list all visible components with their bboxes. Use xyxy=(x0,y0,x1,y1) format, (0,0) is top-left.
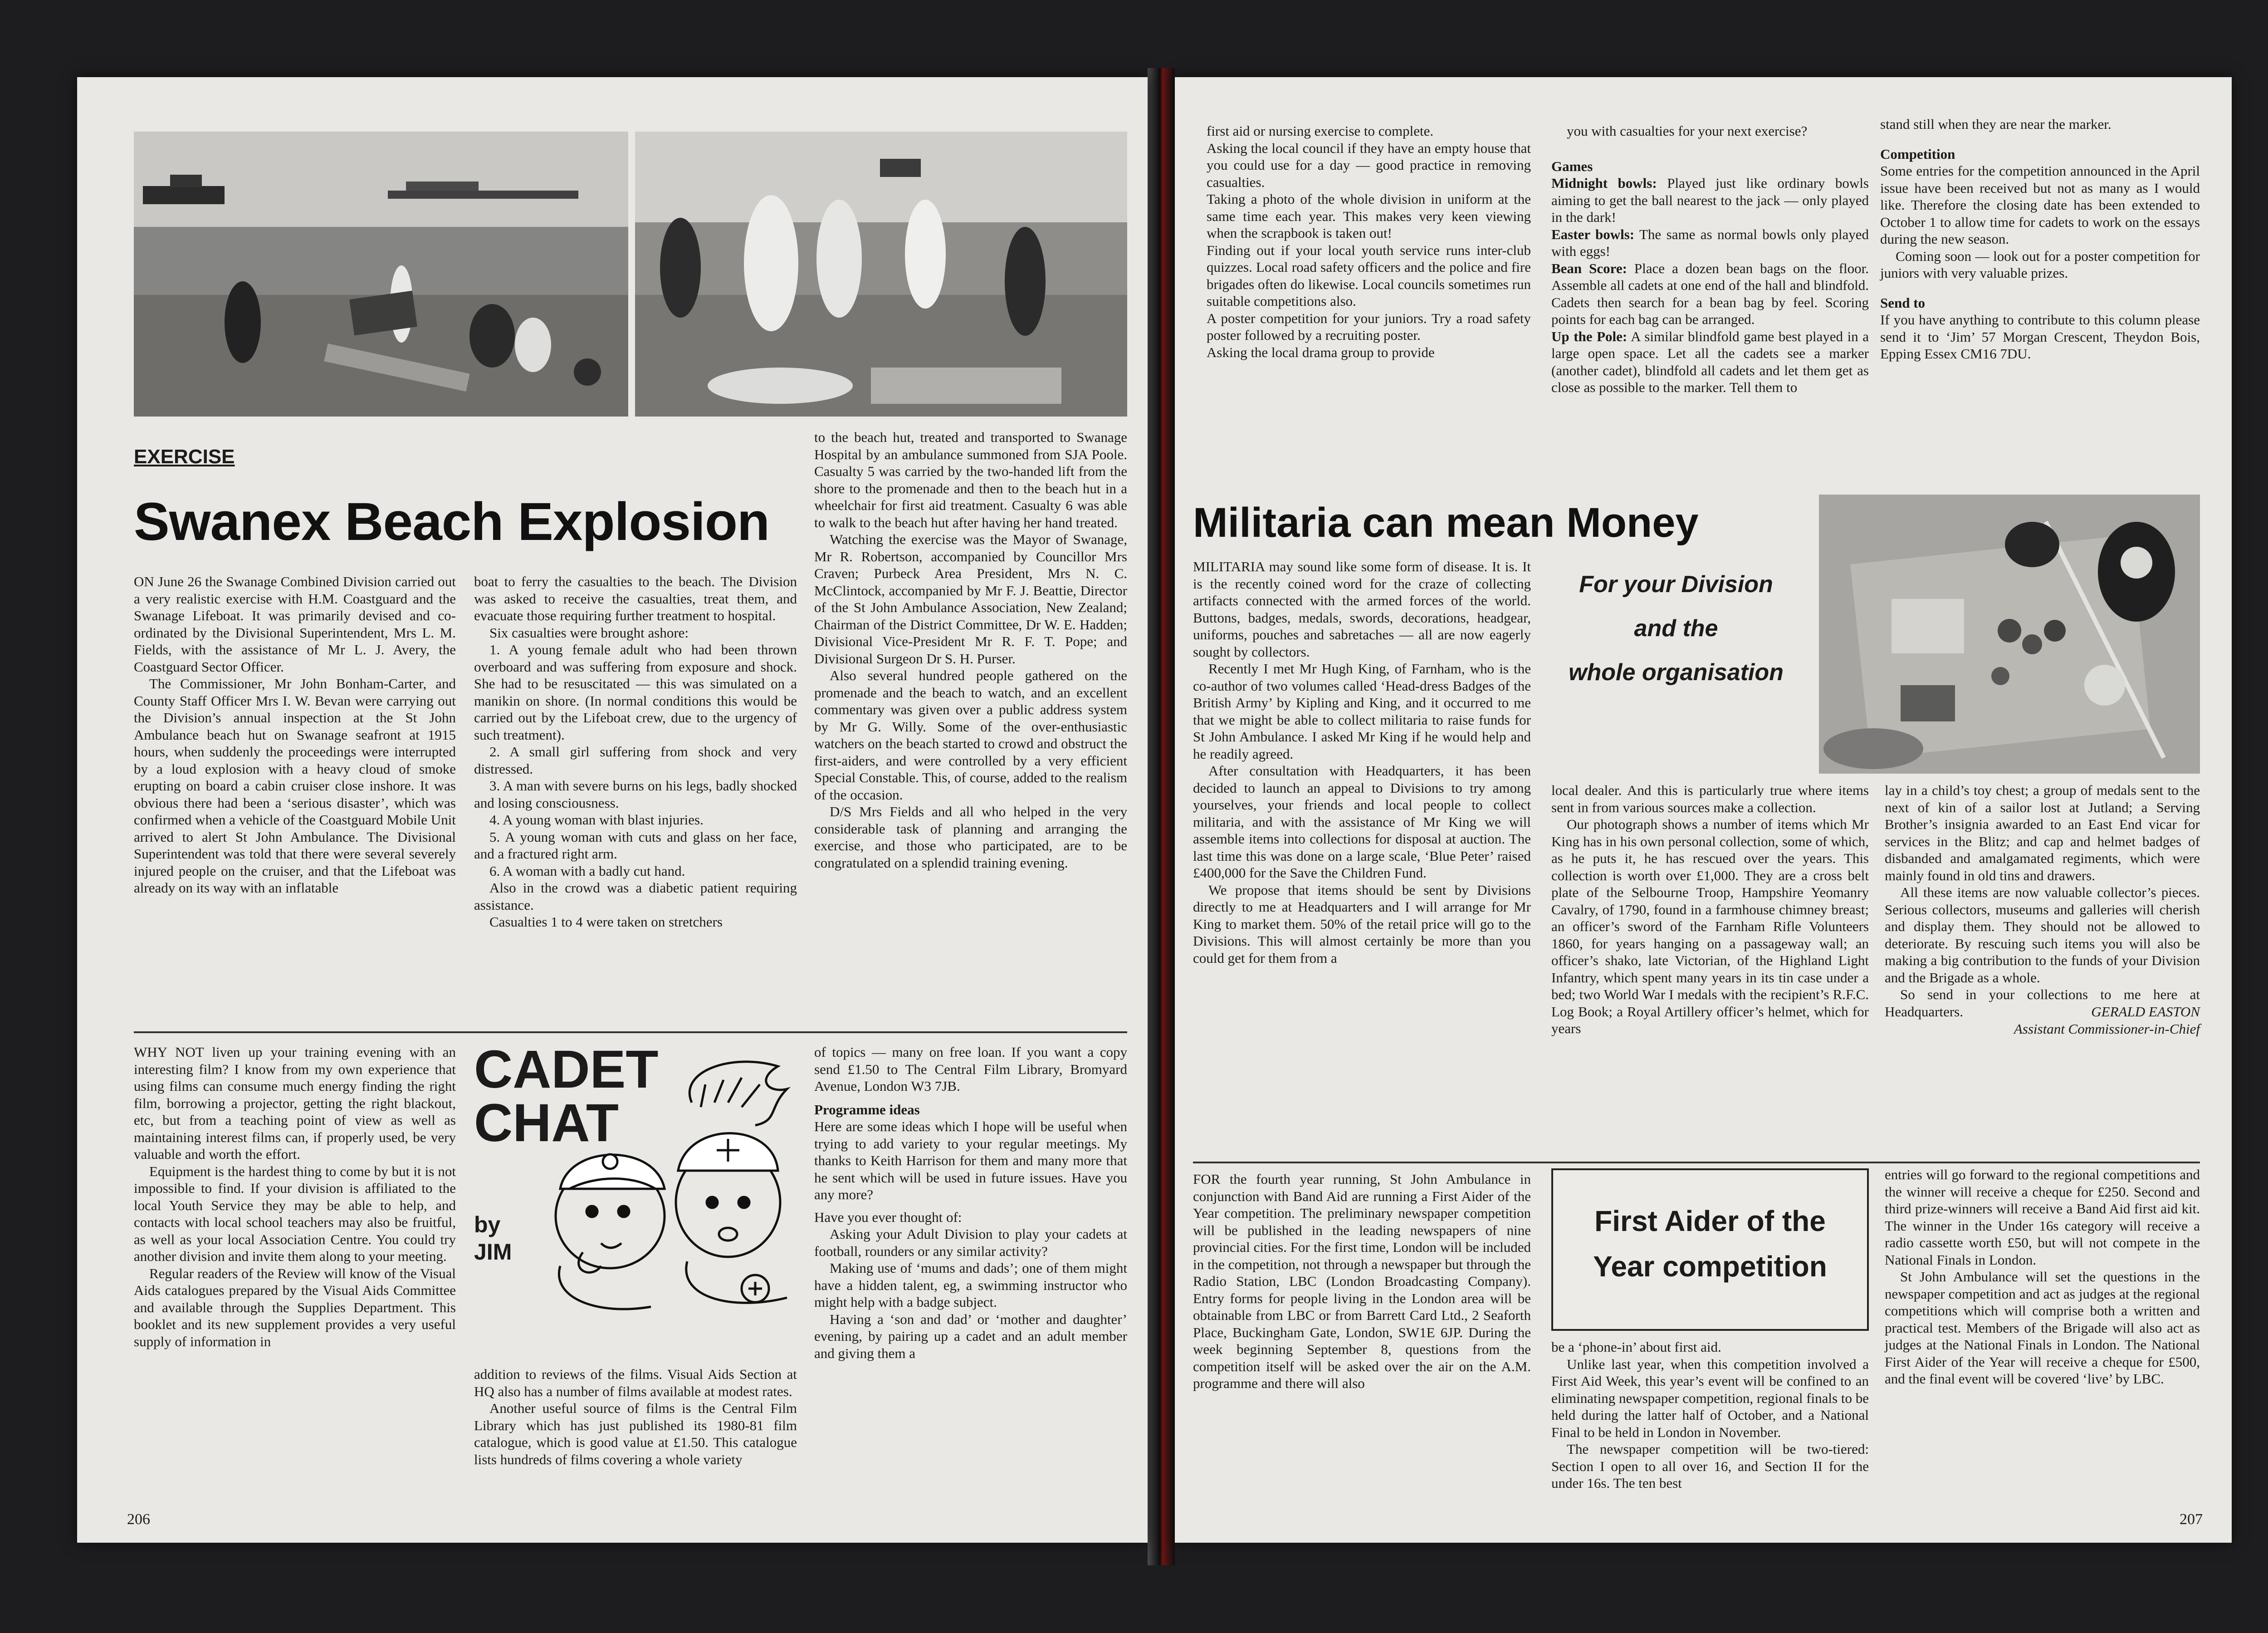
list-item: first aid or nursing exercise to complete. xyxy=(1207,123,1434,139)
exercise-column-3 xyxy=(814,429,1127,871)
byline-author: JIM xyxy=(474,1239,512,1265)
cadet-column-1 xyxy=(134,1044,456,1350)
subheading: Games xyxy=(1551,158,1593,174)
paragraph: Recently I met Mr Hugh King, of Farnham, who is the co-author of two volumes called ‘Head-dress Badges of the British Army’ by Kipling and King, and it occurred to me that we might be able to collect militaria to raise funds for St John Ambulance. I asked Mr King if he would help and he readily agreed. xyxy=(1193,661,1531,762)
paragraph: 4. A young woman with blast injuries. xyxy=(489,812,704,828)
list-item: Asking the local drama group to provide xyxy=(1207,344,1435,360)
paragraph: lay in a child’s toy chest; a group of medals sent to the next of kin of a sailor lost at Jutland; a Serving Brother’s insignia awarded to an East End vicar for services in the Blitz; and cap and helmet badges of disbanded and amalgamated regiments, which were mainly found in old tins and drawers. xyxy=(1885,782,2200,883)
list-item: Taking a photo of the whole division in uniform at the same time each year. This makes very keen viewing when the scrapbook is taken out! xyxy=(1207,191,1531,241)
exercise-column-1 xyxy=(134,573,456,897)
game-text: The same as normal bowls only played with eggs! xyxy=(1551,226,1869,259)
paragraph: Another useful source of films is the Central Film Library which has just published its 1980-81 film catalogue, which is good value at £1.50. This catalogue lists hundreds of films covering a whole variety xyxy=(474,1400,797,1467)
paragraph: addition to reviews of the films. Visual Aids Section at HQ also has a number of films available at modest rates. xyxy=(474,1366,797,1399)
game-name: Bean Score: xyxy=(1551,260,1627,276)
paragraph: If you have anything to contribute to this column please send it to ‘Jim’ 57 Morgan Crescent, Theydon Bois, Epping Essex CM16 7DU. xyxy=(1880,312,2200,362)
game-name: Easter bowls: xyxy=(1551,226,1635,242)
paragraph: Regular readers of the Review will know of the Visual Aids catalogues prepared by the Visual Aids Committee and available through the Supplies Department. This booklet and its new supplement provides a very useful supply of information in xyxy=(134,1265,456,1349)
headline: Swanex Beach Explosion xyxy=(134,492,770,552)
subhead-line3: whole organisation xyxy=(1569,659,1784,686)
paragraph: Unlike last year, when this competition involved a First Aid Week, this year’s event will be confined to an eliminating newspaper competition, regional finals to be held during the latter half of October, and a National Final to be held in London in November. xyxy=(1551,1356,1869,1440)
paragraph: WHY NOT liven up your training evening with an interesting film? I know from my own experience that using films can consume much energy finding the right film, borrowing a projector, getting the right blackout, etc, but from a teaching point of view as well as maintaining interest films can, if properly used, be very valuable and worth the effort. xyxy=(134,1044,456,1162)
signature-name: GERALD EASTON xyxy=(2091,1004,2200,1020)
game-item xyxy=(1551,226,1869,260)
paragraph: All these items are now valuable collector’s pieces. Serious collectors, museums and galleries will cherish and display them. They should not be allowed to deteriorate. By rescuing such items you will also be making a big contribution to the funds of your Division and the Brigade as a whole. xyxy=(1885,884,2200,986)
byline-by: by xyxy=(474,1212,501,1237)
paragraph: Our photograph shows a number of items which Mr King has in his own personal collection, some of which, as he puts it, he has rescued over the years. This collection is worth over £1,000. They are a cross belt plate of the Selbourne Troop, Hampshire Yeomanry Cavalry, of 1790, found in a farmhouse chimney breast; an officer’s sword of the Farnham Rifle Volunteers 1860, for years hanging on a passageway wall; an officer’s shako, late Victorian, of the Highland Light Infantry, which spent many years in its tin case under a bed; two World War I medals with the recipient’s R.F.C. Log Book; a Royal Artillery officer’s helmet, which for years xyxy=(1551,816,1869,1036)
militaria-headline: Militaria can mean Money xyxy=(1193,500,1699,546)
beach-photo-left xyxy=(134,132,628,417)
cadet-chat-masthead xyxy=(474,1040,797,1375)
paragraph: Some entries for the competition announced in the April issue have been received but not as many as I would like. Therefore the closing date has been extended to October 1 to allow time for cadets to work on the essays during the new season. xyxy=(1880,163,2200,247)
paragraph: Casualties 1 to 4 were taken on stretchers xyxy=(489,914,723,930)
first-aider-title-box xyxy=(1551,1168,1869,1331)
paragraph: 1. A young female adult who had been thrown overboard and was suffering from exposure and shock. She had to be resuscitated — this was simulated on a manikin on shore. (In normal conditions this would be carried out by the Lifeboat crew, due to the urgency of such treatment). xyxy=(474,642,797,743)
game-text: Played just like ordinary bowls aiming to get the ball nearest to the jack — only played in the dark! xyxy=(1551,175,1869,225)
paragraph: to the beach hut, treated and transported to Swanage Hospital by an ambulance summoned from SJA Poole. Casualty 5 was carried by the two-handed lift from the shore to the promenade and then to the beach hut in a wheelchair for first aid treatment. Casualty 6 was able to walk to the beach hut after having her hand treated. xyxy=(814,429,1127,530)
subheading: Competition xyxy=(1880,146,1955,162)
cadet-cont-column-2 xyxy=(1551,123,1869,396)
paragraph: After consultation with Headquarters, it has been decided to launch an appeal to Divisions to try among yourselves, your friends and local people to collect militaria, and with the assistance of Mr King we will assemble items into collections for disposal at auction. The last time this was done on a large scale, ‘Blue Peter’ raised £400,000 for the Save the Children Fund. xyxy=(1193,763,1531,881)
paragraph: Have you ever thought of: xyxy=(814,1209,962,1225)
list-item: Having a ‘son and dad’ or ‘mother and daughter’ evening, by pairing up a cadet and an adult member and giving them a xyxy=(814,1311,1127,1361)
paragraph: you with casualties for your next exercise? xyxy=(1567,123,1808,139)
cadet-column-2 xyxy=(474,1366,797,1468)
paragraph: entries will go forward to the regional competitions and the winner will receive a cheque for £250. Second and third prize-winners will receive a Band Aid first aid kit. The winner in the Under 16s category will receive a radio cassette worth £50, but will not compete in the National Finals in London. xyxy=(1885,1167,2200,1268)
right-page xyxy=(1175,77,2232,1543)
spine-gutter xyxy=(1148,68,1175,1565)
paragraph: Also several hundred people gathered on the promenade and the beach to watch, and an excellent commentary was given over a public address system by Mr G. Willy. Some of the over-enthusiastic watchers on the beach started to crowd and obstruct the first-aiders, and were controlled by a very efficient Special Constable. This, of course, added to the realism of the occasion. xyxy=(814,667,1127,803)
subheading: Programme ideas xyxy=(814,1101,920,1118)
paragraph: Six casualties were brought ashore: xyxy=(489,624,689,641)
exercise-column-2 xyxy=(474,573,797,931)
paragraph: The newspaper competition will be two-tiered: Section I open to all over 16, and Section II for the under 16s. The ten best xyxy=(1551,1441,1869,1491)
militaria-photo xyxy=(1819,495,2200,774)
list-item: A poster competition for your juniors. Try a road safety poster followed by a recruiting poster. xyxy=(1207,310,1531,343)
game-text: A similar blindfold game best played in a large open space. Let all the cadets see a marker (another cadet), blindfold all cadets and let them get as close as possible to the marker. Tell them to xyxy=(1551,328,1869,395)
list-item: Asking your Adult Division to play your cadets at football, rounders or any similar activity? xyxy=(814,1226,1127,1259)
paragraph: 5. A young woman with cuts and glass on her face, and a fractured right arm. xyxy=(474,829,797,862)
paragraph: FOR the fourth year running, St John Ambulance in conjunction with Band Aid are running a First Aider of the Year competition. The preliminary newspaper competition will be published in the leading newspapers of nine provincial cities. For the first time, London will be included in the competition, not through a newspaper but through the Radio Station, LBC (London Broadcasting Company). Entry forms for people living in the London area will be obtainable from LBC or from Barrett Card Ltd., 2 Seaforth Place, Buckingham Gate, London, SW1E 6JP. During the week beginning September 8, questions from the competition itself will be asked over the air on the A.M. programme and there will also xyxy=(1193,1171,1531,1391)
game-text: Place a dozen bean bags on the floor. Assemble all cadets at one end of the hall and blindfold. Cadets then search for a bean bag by feel. Scoring points for each bag can be arranged. xyxy=(1551,260,1869,327)
paragraph: The Commissioner, Mr John Bonham-Carter, and County Staff Officer Mrs I. W. Bevan were carrying out the Division’s annual inspection at the St John Ambulance beach hut on Swanage seafront at 1915 hours, when suddenly the proceedings were interrupted by a loud explosion with a heavy cloud of smoke erupting on board a cabin cruiser close inshore. It was obvious there had been a ‘serious disaster’, which was confirmed when a vehicle of the Coastguard Mobile Unit arrived to alert St John Ambulance. The Divisional Superintendent was told that there were several severely injured people on the cruiser, and that the Lifeboat was already on its way with an inflatable xyxy=(134,676,456,896)
subhead-line2: and the xyxy=(1634,615,1718,642)
section-label: EXERCISE xyxy=(134,446,235,468)
first-aider-column-1 xyxy=(1193,1171,1531,1392)
cadet-title-line1: CADET xyxy=(474,1040,659,1099)
game-item xyxy=(1551,175,1869,226)
paragraph: 6. A woman with a badly cut hand. xyxy=(489,863,685,879)
militaria-column-1 xyxy=(1193,558,1531,966)
page-number: 206 xyxy=(127,1511,150,1528)
paragraph: ON June 26 the Swanage Combined Division carried out a very realistic exercise with H.M. Coastguard and the Swanage Lifeboat. It was primarily devised and co-ordinated by the Divisional Superintendent, Mrs L. M. Fields, with the assistance of Mr L. J. Avery, the Coastguard Sector Officer. xyxy=(134,574,456,675)
section-divider xyxy=(134,1031,1127,1033)
cadet-column-3 xyxy=(814,1044,1127,1362)
militaria-column-3 xyxy=(1885,782,2200,1037)
cadet-cont-column-3 xyxy=(1880,116,2200,363)
paragraph: be a ‘phone-in’ about first aid. xyxy=(1551,1339,1721,1355)
cadet-cartoon-icon xyxy=(542,1053,796,1316)
paragraph: local dealer. And this is particularly true where items sent in from various sources make a collection. xyxy=(1551,782,1869,815)
paragraph: Equipment is the hardest thing to come by but it is not impossible to find. If your division is affiliated to the local Youth Service they may be able to help, and contacts with local school teachers may also be fruitful, as well as your local Association Centre. You could try another division and invite them along to your meeting. xyxy=(134,1163,456,1264)
paragraph: MILITARIA may sound like some form of disease. It is. It is the recently coined word for the craze of collecting artifacts connected with the armed forces of the world. Buttons, badges, medals, swords, decorations, headgear, uniforms, pouches and sabretaches — all are now eagerly sought by collectors. xyxy=(1193,559,1531,660)
subheading: Send to xyxy=(1880,294,1926,311)
paragraph: boat to ferry the casualties to the beach. The Division was asked to receive the casualties, treat them, and evacuate those requiring further treatment to hospital. xyxy=(474,574,797,623)
game-name: Up the Pole: xyxy=(1551,328,1628,344)
paragraph: 3. A man with severe burns on his legs, badly shocked and losing consciousness. xyxy=(474,778,797,811)
list-item: Finding out if your local youth service runs inter-club quizzes. Local road safety officers and the police and fire brigades often do likewise. Local councils sometimes run suitable competitions also. xyxy=(1207,242,1531,309)
box-title-line2: Year competition xyxy=(1593,1250,1827,1283)
list-item: Making use of ‘mums and dads’; one of them might have a hidden talent, eg, a swimming instructor who might help with a badge subject. xyxy=(814,1260,1127,1310)
beach-photo-right xyxy=(635,132,1127,417)
first-aider-column-2 xyxy=(1551,1339,1869,1492)
paragraph: Also in the crowd was a diabetic patient requiring assistance. xyxy=(474,880,797,913)
paragraph: Watching the exercise was the Mayor of Swanage, Mr R. Robertson, accompanied by Councillor Mrs Craven; Purbeck Area President, Mrs N. C. McClintock, accompanied by Mr F. J. Beattie, Director of the St John Ambulance Association, New Zealand; Chairman of the District Committee, Dr W. E. Hadden; Divisional Vice-President Mr R. F. T. Pope; and Divisional Surgeon Dr S. H. Purser. xyxy=(814,531,1127,667)
paragraph: 2. A small girl suffering from shock and very distressed. xyxy=(474,744,797,777)
subhead-line1: For your Division xyxy=(1579,571,1773,598)
paragraph: D/S Mrs Fields and all who helped in the very considerable task of planning and arranging the exercise, and those who participated, are to be congratulated on a splendid training evening. xyxy=(814,804,1127,871)
section-divider xyxy=(1193,1162,2200,1163)
paragraph: We propose that items should be sent by Divisions directly to me at Headquarters and I will arrange for Mr King to market them. 50% of the retail price will go to the Divisions. This will almost certainly be more than you could get for them from a xyxy=(1193,882,1531,966)
list-item: Asking the local council if they have an empty house that you could use for a day — good practice in removing casualties. xyxy=(1207,140,1531,190)
paragraph: stand still when they are near the marker. xyxy=(1880,116,2112,132)
left-page xyxy=(77,77,1148,1543)
page-number: 207 xyxy=(2180,1511,2203,1528)
cadet-title-line2: CHAT xyxy=(474,1093,619,1153)
paragraph: of topics — many on free loan. If you want a copy send £1.50 to The Central Film Library, Bromyard Avenue, London W3 7JB. xyxy=(814,1044,1127,1094)
militaria-column-2 xyxy=(1551,782,1869,1037)
militaria-subhead xyxy=(1542,563,1810,695)
paragraph: St John Ambulance will set the questions in the newspaper competition and act as judges at the regional competitions which will comprise both a written and practical test. Members of the Brigade will also act as judges at the National Finals in London. The National First Aider of the Year will receive a cheque for £500, and the final event will be covered ‘live’ by LBC. xyxy=(1885,1269,2200,1387)
game-item xyxy=(1551,328,1869,396)
signature-title: Assistant Commissioner-in-Chief xyxy=(2014,1020,2200,1037)
game-item xyxy=(1551,260,1869,328)
box-title-line1: First Aider of the xyxy=(1594,1205,1826,1237)
cadet-cont-column-1 xyxy=(1207,123,1531,361)
game-name: Midnight bowls: xyxy=(1551,175,1657,191)
paragraph: So send in your collections to me here at Headquarters. xyxy=(1885,986,2200,1020)
paragraph: Coming soon — look out for a poster competition for juniors with very valuable prizes. xyxy=(1880,248,2200,281)
first-aider-column-3 xyxy=(1885,1166,2200,1388)
paragraph: Here are some ideas which I hope will be useful when trying to add variety to your regular meetings. My thanks to Keith Harrison for them and many more that he sent which will be used in future issues. Have you any more? xyxy=(814,1118,1127,1202)
